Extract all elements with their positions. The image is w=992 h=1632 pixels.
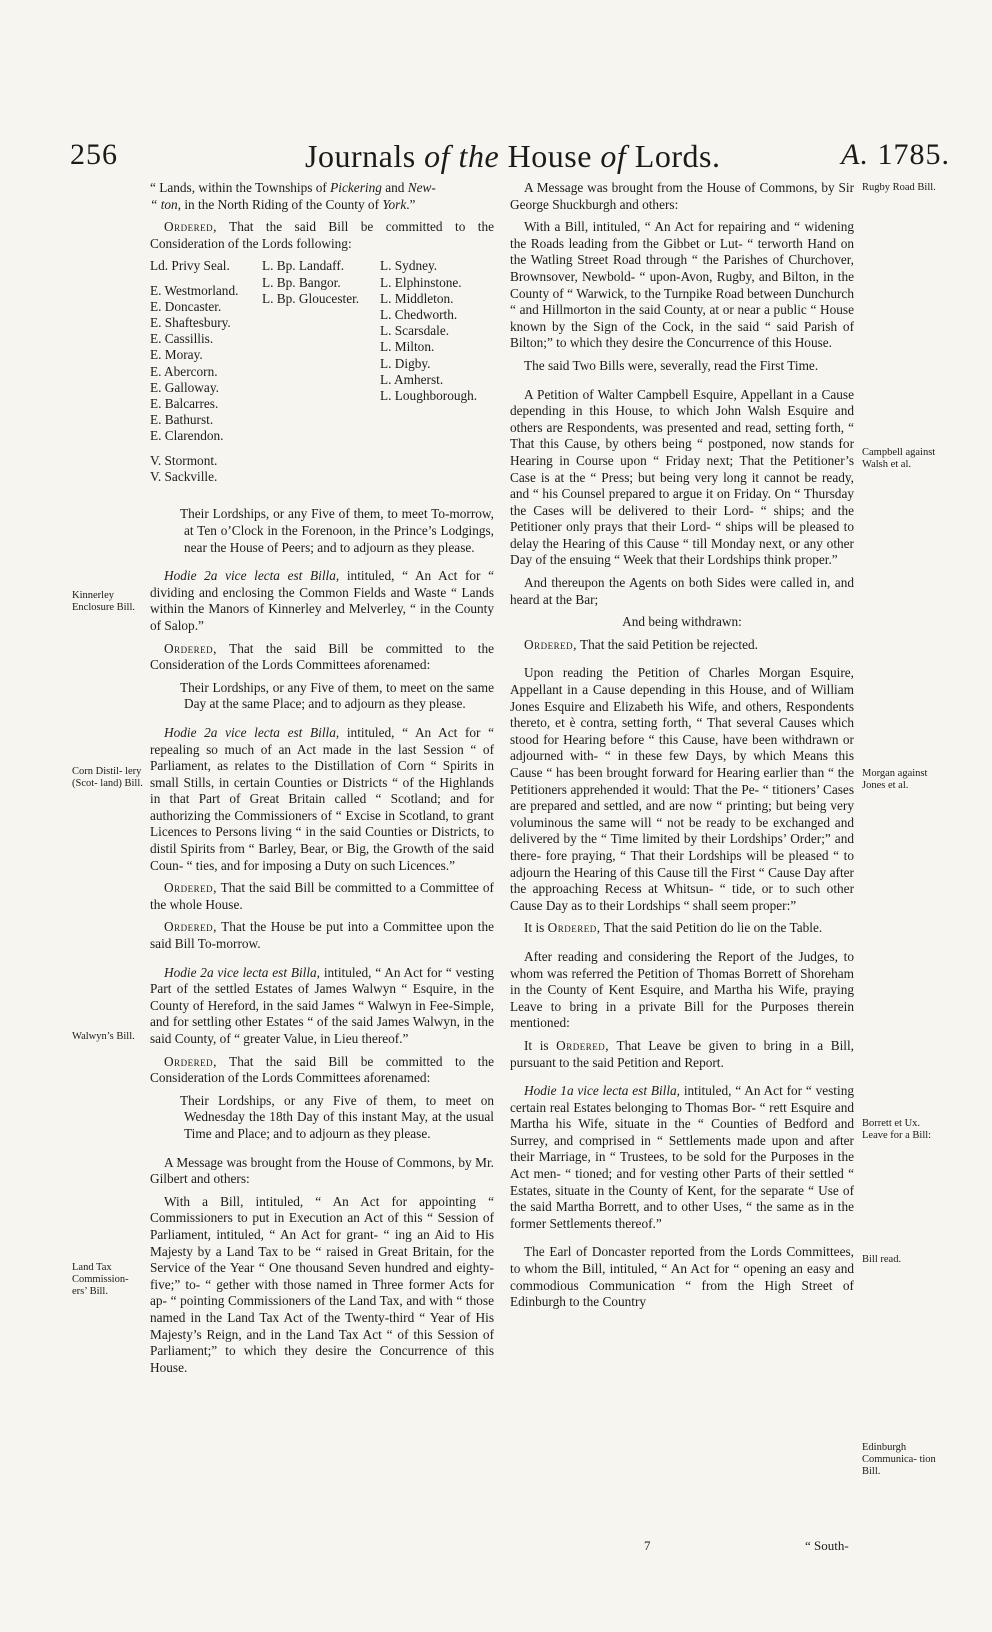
title-word: Lords.: [626, 138, 721, 174]
paragraph: A Petition of Walter Campbell Esquire, Appellant in a Cause depending in this House, to which John Walsh Esquire and others are Respondents, was presented and read, setting forth, “ That this Cause, by others being “ postponed, now stands for Hearing in Course upon “ Friday next; That the Petitioner’s Case is at the “ Press; but being very long it cannot be ready, and “ his Counsel prepared to argue it on Friday. On “ Thursday the Cases will be delivered to their Lord- “ ships; and the Petitioner only prays that their Lord- “ ships will be pleased to delay the Hearing of this Cause “ till Monday next, or any other Day of the ensuing “ Week that their Lordships think proper.”: [510, 386, 854, 568]
lords-list-col2: L. Bp. Landaff. L. Bp. Bangor. L. Bp. Gloucester.: [262, 258, 360, 306]
paragraph: Ordered, That the said Petition be rejected.: [524, 636, 758, 652]
year-prefix: A.: [841, 138, 869, 171]
margin-note-bill-read: Bill read.: [862, 1254, 902, 1265]
paragraph: The said Two Bills were, severally, read the First Time.: [524, 357, 819, 373]
margin-note-land-tax: Land Tax Commission- ers’ Bill.: [72, 1262, 129, 1297]
page-number: 256: [70, 138, 118, 171]
margin-note-rugby-road: Rugby Road Bill.: [862, 182, 936, 193]
paragraph: Hodie 2a vice lecta est Billa, intituled, “ An Act for “ repealing so much of an Act made in the last Session “ of Parliament, as relates to the Distillation of Corn “ Spirits in small Stills, in certain Counties or Districts “ of the Highlands in that Part of Great Britain called “ Scotland; and for authorizing the Commissioners of “ Excise in Scotland, to grant Licences to Persons living “ in the said Counties or Districts, to distil Spirits from “ Barley, Bear, or Big, the Growth of the said Coun- “ ties, and for imposing a Duty on such Licences.”: [150, 724, 494, 873]
paragraph: Ordered, That the House be put into a Committee upon the said Bill To-morrow.: [150, 919, 494, 952]
paragraph: A Message was brought from the House of Commons, by Sir George Shuckburgh and others:: [510, 180, 854, 212]
paragraph: Hodie 1a vice lecta est Billa, intituled, “ An Act for “ vesting certain real Estates belonging to Thomas Bor- “ rett Esquire and Martha his Wife, situate in the “ Counties of Bedford and Surrey, and comprised in “ Settlements made upon and after their Marriage, in “ Trustees, to be sold for the Purposes in the Act men- “ tioned; and for vesting other Parts of their settled “ Estates, situate in the County of Kent, for the separate “ Use of the said Martha Borrett, and to other Uses, “ the same as in the former Settlements thereof.”: [510, 1083, 854, 1231]
paragraph: Upon reading the Petition of Charles Morgan Esquire, Appellant in a Cause depending in this House, and of William Jones Esquire and Elizabeth his Wife, and others, Respondents thereto, et è contra, setting forth, “ That several Causes which stood for Hearing before “ this Cause, have been withdrawn or adjourned with- “ in these few Days, by which Means this Cause “ has been brought forward for Hearing earlier than “ the Petitioners apprehended it would: That the Pe- “ titioners’ Cases are prepared and settled, and are now “ printing; but being very voluminous the same will “ not be ready to be exchanged and delivered by the “ Time limited by their Lordships’ Order;” and there- fore praying, “ That their Lordships will be pleased “ to adjourn the Hearing of this Cause till the First “ Cause Day after the approaching Recess at Whitsun- “ tide, or to such other Cause Day as to their Lordships “ shall seem proper:”: [510, 665, 854, 913]
title-word: House: [507, 138, 592, 174]
margin-note-edinburgh: Edinburgh Communica- tion Bill.: [862, 1442, 936, 1477]
right-column: [510, 180, 854, 1317]
margin-note-campbell: Campbell against Walsh et al.: [862, 447, 936, 470]
paragraph: Ordered, That the said Bill be committed to the Consideration of the Lords Committees aforenamed:: [150, 640, 494, 673]
running-title: [305, 138, 720, 175]
paragraph: The Earl of Doncaster reported from the Lords Committees, to whom the Bill, intituled, “ An Act for “ opening an easy and commodious Communication “ from the High Street of Edinburgh to the Country: [510, 1244, 854, 1310]
title-word: the: [450, 138, 508, 174]
title-word: Journals: [305, 138, 425, 174]
paragraph: Hodie 2a vice lecta est Billa, intituled, “ An Act for “ vesting Part of the settled Estates of James Walwyn “ Esquire, in the County of Hereford, in the said James “ Walwyn in Fee-Simple, and for settling other Estates “ of the said James Walwyn, in the said County, of “ greater Value, in Lieu thereof.”: [150, 964, 494, 1046]
paragraph: Their Lordships, or any Five of them, to meet To-morrow, at Ten o’Clock in the Forenoon, in the Prince’s Lodgings, near the House of Peers; and to adjourn as they please.: [180, 506, 494, 555]
lords-committee-list: [150, 258, 494, 498]
paragraph: Ordered, That the said Bill be committed to the Consideration of the Lords following:: [150, 219, 494, 251]
paragraph: With a Bill, intituled, “ An Act for repairing and “ widening the Roads leading from the Gibbet or Lut- “ terworth Hand on the Watling Street Road through “ the Parishes of Churchover, Brownsover, Newbold- “ upon-Avon, Rugby, and Bilton, in the County of “ Warwick, to the Turnpike Road between Dunchurch “ and Hillmorton in the said County, at or near a public “ House known by the Sign of the Cock, in the said “ said Parish of Bilton;” to which they desire the Concurrence of this House.: [510, 219, 854, 351]
paragraph: Hodie 2a vice lecta est Billa, intituled, “ An Act for “ dividing and enclosing the Common Fields and Waste “ Lands within the Manors of Kinnerley and Melverley, “ in the County of Salop.”: [150, 568, 494, 633]
paragraph: And being withdrawn:: [622, 614, 742, 630]
paragraph: A Message was brought from the House of Commons, by Mr. Gilbert and others:: [150, 1154, 494, 1187]
title-word: of: [424, 138, 451, 174]
margin-note-corn-distillery: Corn Distil- lery (Scot- land) Bill.: [72, 766, 143, 789]
year: [841, 138, 950, 172]
lords-list-col1: Ld. Privy Seal. E. Westmorland. E. Doncaster. E. Shaftesbury. E. Cassillis. E. Moray. E. Abercorn. E. Galloway. E. Balcarres. E. Bathurst. E. Clarendon. V. Stormont. V. Sackville.: [150, 258, 239, 484]
margin-note-morgan: Morgan against Jones et al.: [862, 768, 928, 791]
paragraph: It is Ordered, That the said Petition do lie on the Table.: [524, 920, 823, 936]
catchword: “ South-: [805, 1538, 849, 1553]
paragraph: It is Ordered, That Leave be given to bring in a Bill, pursuant to the said Petition and Report.: [510, 1037, 855, 1070]
title-word: of: [600, 138, 627, 174]
margin-note-kinnerley: Kinnerley Enclosure Bill.: [72, 590, 135, 613]
lords-list-col3: L. Sydney. L. Elphinstone. L. Middleton. L. Chedworth. L. Scarsdale. L. Milton. L. Digby. L. Amherst. L. Loughborough.: [380, 258, 478, 403]
paragraph: And thereupon the Agents on both Sides were called in, and heard at the Bar;: [510, 575, 854, 607]
paragraph: “ Lands, within the Townships of Pickering and New- “ ton, in the North Riding of the County of York.”: [150, 180, 436, 212]
year-value: 1785.: [877, 138, 950, 171]
margin-note-borrett: Borrett et Ux. Leave for a Bill:: [862, 1118, 932, 1141]
paragraph: Ordered, That the said Bill be committed to a Committee of the whole House.: [150, 880, 494, 912]
margin-note-walwyn: Walwyn’s Bill.: [72, 1031, 135, 1042]
paragraph: After reading and considering the Report of the Judges, to whom was referred the Petition of Thomas Borrett of Shoreham in the County of Kent Esquire, and Martha his Wife, praying Leave to bring in a private Bill for the Purposes therein mentioned:: [510, 948, 854, 1031]
paragraph: Their Lordships, or any Five of them, to meet on the same Day at the same Place; and to adjourn as they please.: [180, 679, 494, 712]
page-header: [70, 138, 950, 172]
signature-mark: 7: [644, 1538, 651, 1553]
paragraph: Their Lordships, or any Five of them, to meet on Wednesday the 18th Day of this instant May, at the usual Time and Place; and to adjourn as they please.: [180, 1092, 494, 1141]
paragraph: With a Bill, intituled, “ An Act for appointing “ Commissioners to put in Execution an Act of this “ Session of Parliament, intituled, “ An Act for grant- “ ing an Aid to His Majesty by a Land Tax to be “ raised in Great Britain, for the Service of the Year “ One thousand Seven hundred and eighty-five;” to- “ gether with those named in Three former Acts for ap- “ pointing Commissioners of the Land Tax, and with “ those named in the Land Tax Act of the Twenty-third “ Year of His Majesty’s Reign, and in the Land Tax Act “ of this Session of Parliament;” to which they desire the Concurrence of this House.: [150, 1193, 494, 1375]
paragraph: Ordered, That the said Bill be committed to the Consideration of the Lords Committees aforenamed:: [150, 1053, 494, 1086]
left-column: [150, 180, 494, 1382]
